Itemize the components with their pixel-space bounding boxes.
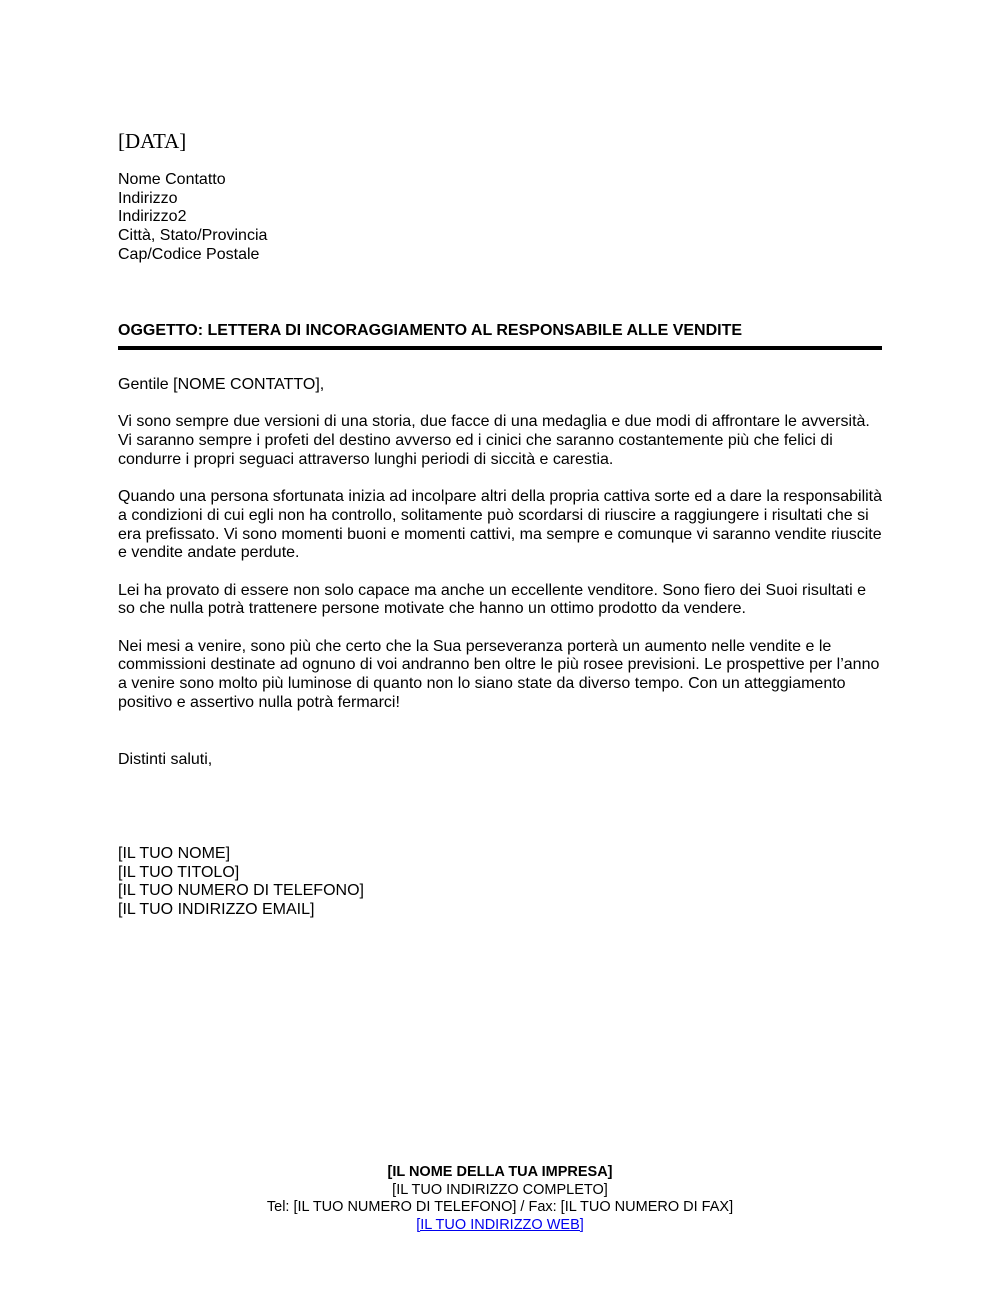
recipient-address-line-2: Indirizzo2 <box>118 208 187 226</box>
letter-greeting: Gentile [NOME CONTATTO], <box>118 376 325 393</box>
signature-phone: [IL TUO NUMERO DI TELEFONO] <box>118 882 364 900</box>
footer-address: [IL TUO INDIRIZZO COMPLETO] <box>392 1181 608 1198</box>
letter-closing: Distinti saluti, <box>118 751 213 768</box>
letter-date: [DATA] <box>118 129 187 153</box>
body-paragraph-4: Nei mesi a venire, sono più che certo che la Sua perseveranza porterà un aumento nelle vendite e le commissioni destinate ad ognuno di voi andranno ben oltre le più rosee previsioni. Le prospettive per l’anno a venire sono molto più luminose di quanto non lo siano state da diverso tempo. Con un atteggiamento positivo e assertivo nulla potrà fermarci! <box>118 637 880 711</box>
signature-title: [IL TUO TITOLO] <box>118 863 240 881</box>
body-paragraph-3: Lei ha provato di essere non solo capace ma anche un eccellente venditore. Sono fiero dei Suoi risultati e so che nulla potrà trattenere persone motivate che hanno un ottimo prodotto da vendere. <box>118 581 867 618</box>
signature-email: [IL TUO INDIRIZZO EMAIL] <box>118 901 315 919</box>
body-paragraph-2: Quando una persona sfortunata inizia ad incolpare altri della propria cattiva sorte ed a dare la responsabilità a condizioni di cui egli non ha controllo, solitamente può scordarsi di riuscire a raggiungere i risultati che si era prefissato. Vi sono momenti buoni e momenti cattivi, ma sempre e comunque vi saranno vendite riuscite e vendite andate perdute. <box>118 488 883 562</box>
footer-contact: Tel: [IL TUO NUMERO DI TELEFONO] / Fax: [IL TUO NUMERO DI FAX] <box>266 1199 734 1215</box>
letter-subject: OGGETTO: LETTERA DI INCORAGGIAMENTO AL RESPONSABILE ALLE VENDITE <box>118 322 743 339</box>
signature-name: [IL TUO NOME] <box>118 845 231 862</box>
recipient-address <box>118 171 267 265</box>
recipient-postal-code: Cap/Codice Postale <box>118 245 260 263</box>
recipient-address-line-1: Indirizzo <box>118 189 178 207</box>
letter-body <box>118 376 886 731</box>
recipient-city-state: Città, Stato/Provincia <box>118 227 268 245</box>
footer-web-link[interactable]: [IL TUO INDIRIZZO WEB] <box>416 1216 584 1233</box>
footer-company-name: [IL NOME DELLA TUA IMPRESA] <box>387 1164 613 1180</box>
subject-divider <box>118 346 882 350</box>
recipient-name: Nome Contatto <box>118 171 226 188</box>
letter-footer <box>0 1164 1000 1234</box>
body-paragraph-1: Vi sono sempre due versioni di una storia, due facce di una medaglia e due modi di affrontare le avversità. Vi saranno sempre i profeti del destino avverso ed i cinici che saranno costantemente più che felici di condurre i propri seguaci attraverso lunghi periodi di siccità e carestia. <box>118 413 870 468</box>
signature-block <box>118 845 364 920</box>
